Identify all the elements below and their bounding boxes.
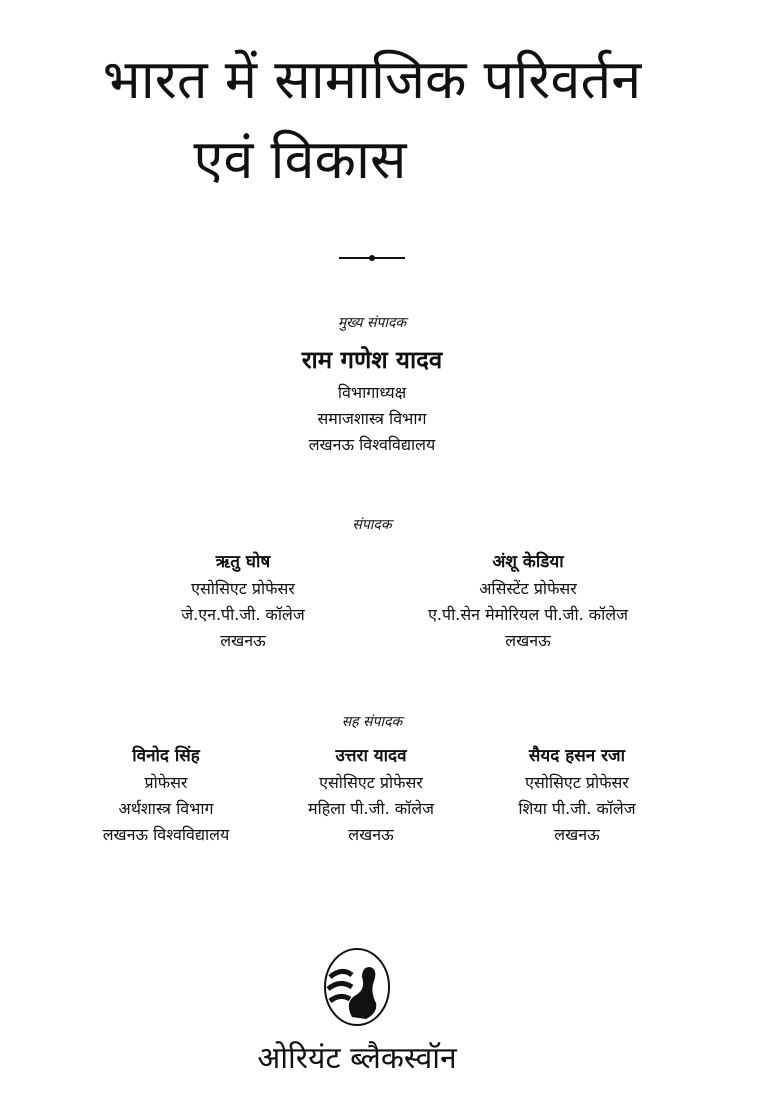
title-line-2: एवं विकास <box>193 128 407 191</box>
chief-editor-details <box>309 380 436 458</box>
detail-line: समाजशास्त्र विभाग <box>317 409 427 428</box>
detail-line: एसोसिएट प्रोफेसर <box>191 579 295 598</box>
detail-line: विभागाध्यक्ष <box>337 383 407 402</box>
editor-block <box>378 548 678 654</box>
swan-logo-icon <box>322 947 392 1031</box>
co-editor-block <box>103 742 230 848</box>
co-editor-name: उत्तरा यादव <box>335 746 407 766</box>
detail-line: एसोसिएट प्रोफेसर <box>525 773 629 792</box>
co-editor-name: सैयद हसन रजा <box>528 746 626 766</box>
chief-editor-name: राम गणेश यादव <box>301 345 443 374</box>
title-line-1: भारत में सामाजिक परिवर्तन <box>102 48 642 111</box>
ornament-divider <box>339 248 405 267</box>
editor-name: अंशू केडिया <box>492 552 564 572</box>
detail-line: असिस्टेंट प्रोफेसर <box>479 579 577 598</box>
chief-editor-label: मुख्य संपादक <box>337 315 407 331</box>
detail-line: लखनऊ <box>505 631 551 650</box>
detail-line: लखनऊ विश्वविद्यालय <box>308 435 436 454</box>
co-editor-name: विनोद सिंह <box>132 746 200 766</box>
detail-line: लखनऊ <box>348 825 394 844</box>
detail-line: लखनऊ <box>554 825 600 844</box>
editors-label: संपादक <box>352 517 392 533</box>
detail-line: प्रोफेसर <box>144 773 188 792</box>
detail-line: शिया पी.जी. कॉलेज <box>518 799 636 818</box>
detail-line: जे.एन.पी.जी. कॉलेज <box>181 605 305 624</box>
detail-line: महिला पी.जी. कॉलेज <box>308 799 434 818</box>
detail-line: ए.पी.सेन मेमोरियल पी.जी. कॉलेज <box>428 605 628 624</box>
co-editors-label: सह संपादक <box>341 714 403 730</box>
detail-line: अर्थशास्त्र विभाग <box>118 799 214 818</box>
detail-line: लखनऊ <box>220 631 266 650</box>
editor-name: ऋतु घोष <box>215 552 271 572</box>
publisher-name: ओरियंट ब्लैकस्वॉन <box>257 1041 457 1076</box>
detail-line: लखनऊ विश्वविद्यालय <box>102 825 230 844</box>
co-editor-block <box>518 742 635 848</box>
co-editor-block <box>308 742 434 848</box>
editor-block <box>181 548 304 654</box>
detail-line: एसोसिएट प्रोफेसर <box>319 773 423 792</box>
